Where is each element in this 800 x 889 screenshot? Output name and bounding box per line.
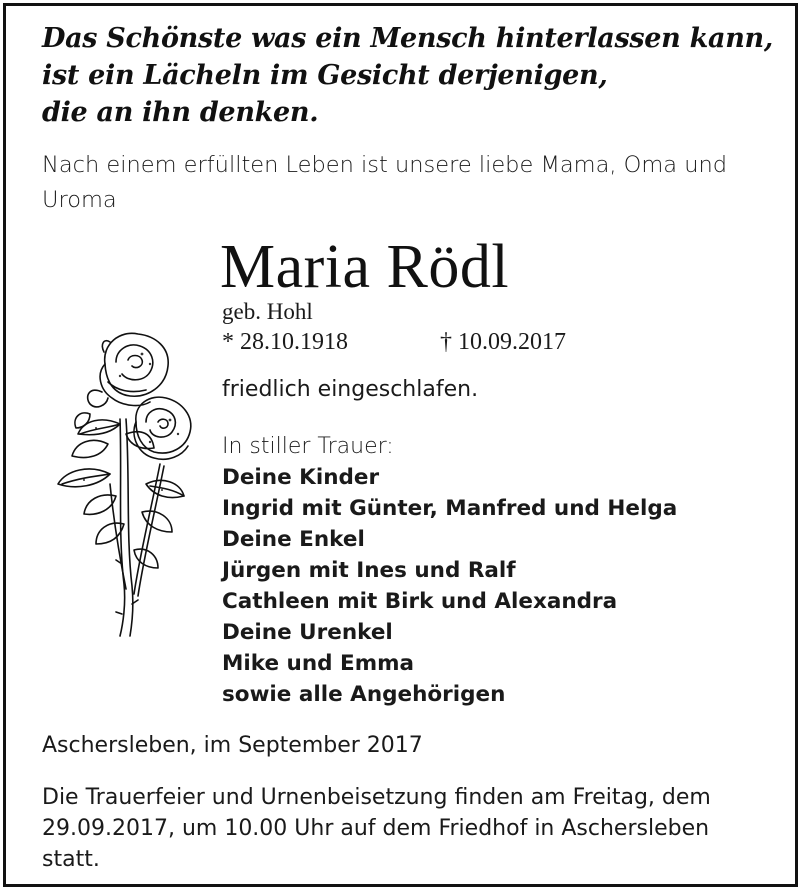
intro-text: Nach einem erfüllten Leben ist unsere liebe Mama, Oma und Uroma [42,152,728,213]
death-date: † 10.09.2017 [440,329,566,355]
deceased-name: Maria Rödl [220,233,510,301]
mourners-heading: In stiller Trauer: [222,434,394,459]
obituary-frame [3,3,798,887]
mourner-line: Deine Enkel [222,527,365,552]
mourner-line: Deine Urenkel [222,620,393,645]
maiden-name: geb. Hohl [222,299,313,324]
quote-line: ist ein Lächeln im Gesicht derjenigen, [42,60,608,91]
place-date: Aschersleben, im September 2017 [42,733,423,758]
quote-line: die an ihn denken. [42,97,319,128]
mourner-line: Mike und Emma [222,651,415,676]
mourner-line: Jürgen mit Ines und Ralf [222,558,516,583]
passing-text: friedlich eingeschlafen. [222,377,479,402]
mourner-line: Ingrid mit Günter, Manfred und Helga [222,496,678,521]
memorial-quote [42,20,782,131]
mourner-line: Deine Kinder [222,465,380,490]
mourners-block [222,431,677,710]
funeral-notice: Die Trauerfeier und Urnenbeisetzung finden am Freitag, dem 29.09.2017, um 10.00 Uhr auf dem Friedhof in Aschersleben statt. [42,785,711,872]
mourner-line: Cathleen mit Birk und Alexandra [222,589,618,614]
quote-line: Das Schönste was ein Mensch hinterlassen kann, [42,23,773,54]
mourner-line: sowie alle Angehörigen [222,682,506,707]
life-dates [222,329,566,356]
rose-illustration-icon [50,324,200,639]
birth-date: * 28.10.1918 [222,329,348,355]
